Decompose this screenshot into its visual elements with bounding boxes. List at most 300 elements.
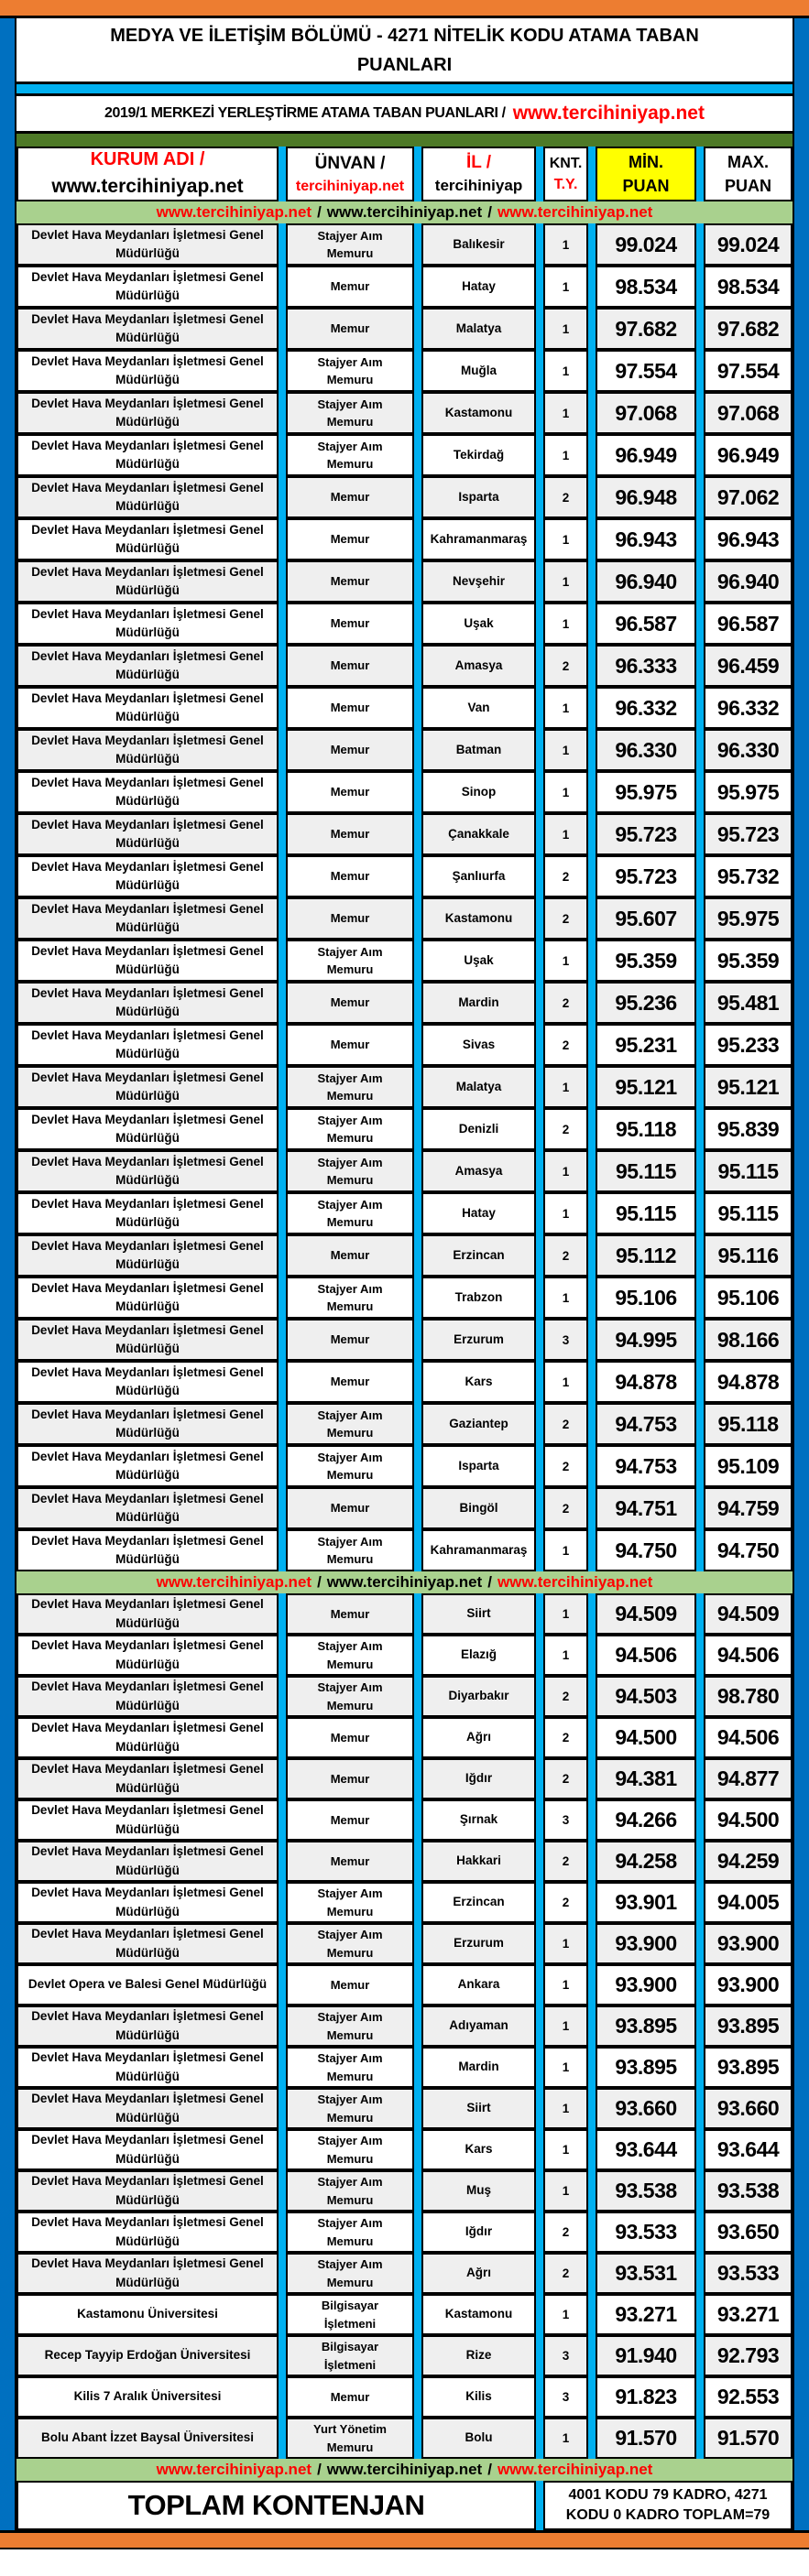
il-cell: Muğla <box>421 350 536 392</box>
unvan-cell: Memur <box>286 308 414 350</box>
il-cell: Bingöl <box>421 1487 536 1529</box>
min-puan-cell: 94.753 <box>596 1403 696 1445</box>
min-puan-cell: 95.112 <box>596 1234 696 1277</box>
unvan-cell: Memur <box>286 1361 414 1403</box>
il-cell: Hatay <box>421 266 536 308</box>
table-row <box>16 2335 793 2376</box>
site-link[interactable]: www.tercihiniyap.net <box>326 203 483 221</box>
min-puan-cell: 94.500 <box>596 1717 696 1758</box>
min-puan-cell: 94.750 <box>596 1529 696 1571</box>
table-row <box>16 897 793 940</box>
table-row <box>16 1066 793 1108</box>
kurum-cell: Devlet Hava Meydanları İşletmesi Genel Müdürlüğü <box>16 1635 279 1676</box>
min-puan-cell: 99.024 <box>596 223 696 266</box>
table-row <box>16 771 793 813</box>
unvan-cell: Stajyer Aım Memuru <box>286 434 414 476</box>
knt-cell: 1 <box>543 2047 588 2088</box>
kurum-cell: Devlet Hava Meydanları İşletmesi Genel Müdürlüğü <box>16 560 279 603</box>
knt-cell: 1 <box>543 2088 588 2129</box>
site-link[interactable]: www.tercihiniyap.net <box>497 203 653 221</box>
il-cell: Kastamonu <box>421 897 536 940</box>
kurum-cell: Devlet Hava Meydanları İşletmesi Genel Müdürlüğü <box>16 1403 279 1445</box>
knt-cell: 1 <box>543 560 588 603</box>
table-row <box>16 1758 793 1799</box>
table-row <box>16 1676 793 1717</box>
unvan-cell: Memur <box>286 266 414 308</box>
unvan-cell: Memur <box>286 2376 414 2418</box>
separator: / <box>487 1573 492 1591</box>
table-row <box>16 266 793 308</box>
score-table-bottom <box>16 1593 793 2459</box>
il-cell: Malatya <box>421 308 536 350</box>
column-header-kurum: KURUM ADI / www.tercihiniyap.net <box>16 147 279 201</box>
min-puan-cell: 91.823 <box>596 2376 696 2418</box>
kurum-cell: Devlet Hava Meydanları İşletmesi Genel Müdürlüğü <box>16 1150 279 1192</box>
min-puan-cell: 94.258 <box>596 1841 696 1882</box>
total-summary <box>543 2481 793 2530</box>
il-cell: Uşak <box>421 940 536 982</box>
max-puan-cell: 95.732 <box>704 855 793 897</box>
knt-cell: 1 <box>543 2418 588 2459</box>
site-link[interactable]: www.tercihiniyap.net <box>156 2461 312 2478</box>
il-cell: Mardin <box>421 982 536 1024</box>
cyan-divider <box>16 84 793 96</box>
kurum-cell: Devlet Hava Meydanları İşletmesi Genel Müdürlüğü <box>16 1066 279 1108</box>
subtitle <box>16 96 793 134</box>
table-row <box>16 560 793 603</box>
knt-cell: 3 <box>543 1799 588 1841</box>
table-row <box>16 1882 793 1923</box>
il-cell: Tekirdağ <box>421 434 536 476</box>
table-row <box>16 603 793 645</box>
kurum-cell: Devlet Hava Meydanları İşletmesi Genel Müdürlüğü <box>16 434 279 476</box>
kurum-cell: Devlet Hava Meydanları İşletmesi Genel Müdürlüğü <box>16 729 279 771</box>
unvan-cell: Memur <box>286 1758 414 1799</box>
max-puan-cell: 97.062 <box>704 476 793 518</box>
knt-cell: 2 <box>543 476 588 518</box>
min-puan-cell: 98.534 <box>596 266 696 308</box>
unvan-cell: Stajyer Aım Memuru <box>286 2170 414 2212</box>
il-cell: Siirt <box>421 1593 536 1635</box>
max-puan-cell: 93.538 <box>704 2170 793 2212</box>
il-cell: Sinop <box>421 771 536 813</box>
table-row <box>16 1319 793 1361</box>
knt-cell: 1 <box>543 940 588 982</box>
max-puan-cell: 98.780 <box>704 1676 793 1717</box>
table-row <box>16 476 793 518</box>
il-cell: Nevşehir <box>421 560 536 603</box>
kurum-cell: Devlet Hava Meydanları İşletmesi Genel Müdürlüğü <box>16 1192 279 1234</box>
knt-cell: 1 <box>543 1192 588 1234</box>
min-puan-cell: 96.333 <box>596 645 696 687</box>
total-row <box>16 2481 793 2530</box>
knt-cell: 2 <box>543 645 588 687</box>
il-cell: Kastamonu <box>421 392 536 434</box>
kurum-cell: Devlet Hava Meydanları İşletmesi Genel Müdürlüğü <box>16 2088 279 2129</box>
unvan-cell: Memur <box>286 855 414 897</box>
table-row <box>16 2129 793 2170</box>
unvan-cell: Memur <box>286 1964 414 2005</box>
min-puan-cell: 91.570 <box>596 2418 696 2459</box>
kurum-cell: Devlet Hava Meydanları İşletmesi Genel Müdürlüğü <box>16 2253 279 2294</box>
unvan-cell: Stajyer Aım Memuru <box>286 1676 414 1717</box>
kurum-cell: Devlet Hava Meydanları İşletmesi Genel Müdürlüğü <box>16 645 279 687</box>
max-puan-cell: 95.109 <box>704 1445 793 1487</box>
il-cell: Kilis <box>421 2376 536 2418</box>
unvan-cell: Memur <box>286 518 414 560</box>
min-puan-cell: 95.723 <box>596 813 696 855</box>
max-puan-cell: 95.839 <box>704 1108 793 1150</box>
min-puan-cell: 95.231 <box>596 1024 696 1066</box>
subtitle-text: 2019/1 MERKEZİ YERLEŞTİRME ATAMA TABAN PUANLARI / <box>104 105 506 121</box>
il-cell: Erzincan <box>421 1234 536 1277</box>
min-puan-cell: 96.330 <box>596 729 696 771</box>
unvan-cell: Memur <box>286 1024 414 1066</box>
unvan-cell: Memur <box>286 603 414 645</box>
knt-cell: 1 <box>543 771 588 813</box>
min-puan-cell: 93.271 <box>596 2294 696 2335</box>
unvan-cell: Stajyer Aım Memuru <box>286 1445 414 1487</box>
knt-cell: 1 <box>543 2170 588 2212</box>
max-puan-cell: 95.481 <box>704 982 793 1024</box>
table-row <box>16 2047 793 2088</box>
table-row <box>16 1150 793 1192</box>
min-puan-cell: 93.895 <box>596 2005 696 2047</box>
table-row <box>16 1841 793 1882</box>
min-puan-cell: 95.236 <box>596 982 696 1024</box>
kurum-cell: Recep Tayyip Erdoğan Üniversitesi <box>16 2335 279 2376</box>
knt-cell: 1 <box>543 2294 588 2335</box>
kurum-cell: Devlet Hava Meydanları İşletmesi Genel Müdürlüğü <box>16 603 279 645</box>
bottom-orange-bar <box>0 2530 809 2549</box>
kurum-cell: Devlet Hava Meydanları İşletmesi Genel Müdürlüğü <box>16 2212 279 2253</box>
max-puan-cell: 91.570 <box>704 2418 793 2459</box>
il-cell: Erzurum <box>421 1923 536 1964</box>
max-puan-cell: 96.330 <box>704 729 793 771</box>
table-row <box>16 308 793 350</box>
knt-cell: 1 <box>543 687 588 729</box>
kurum-cell: Devlet Hava Meydanları İşletmesi Genel Müdürlüğü <box>16 982 279 1024</box>
column-header-min-puan: MİN. PUAN <box>596 147 696 201</box>
unvan-cell: Stajyer Aım Memuru <box>286 1529 414 1571</box>
knt-cell: 2 <box>543 855 588 897</box>
unvan-cell: Stajyer Aım Memuru <box>286 1923 414 1964</box>
knt-cell: 1 <box>543 1964 588 2005</box>
knt-cell: 1 <box>543 392 588 434</box>
unvan-cell: Stajyer Aım Memuru <box>286 2005 414 2047</box>
unvan-cell: Memur <box>286 1717 414 1758</box>
kurum-cell: Devlet Hava Meydanları İşletmesi Genel Müdürlüğü <box>16 392 279 434</box>
kurum-cell: Devlet Hava Meydanları İşletmesi Genel Müdürlüğü <box>16 518 279 560</box>
knt-cell: 2 <box>543 1234 588 1277</box>
knt-cell: 3 <box>543 2335 588 2376</box>
knt-cell: 1 <box>543 729 588 771</box>
il-cell: Trabzon <box>421 1277 536 1319</box>
unvan-cell: Memur <box>286 1841 414 1882</box>
site-link[interactable]: www.tercihiniyap.net <box>326 1573 483 1591</box>
knt-cell: 2 <box>543 897 588 940</box>
knt-cell: 2 <box>543 1676 588 1717</box>
separator: / <box>487 203 492 221</box>
kurum-cell: Devlet Hava Meydanları İşletmesi Genel Müdürlüğü <box>16 1319 279 1361</box>
knt-cell: 1 <box>543 1150 588 1192</box>
min-puan-cell: 95.115 <box>596 1192 696 1234</box>
min-puan-cell: 95.607 <box>596 897 696 940</box>
knt-cell: 2 <box>543 1717 588 1758</box>
min-puan-cell: 95.115 <box>596 1150 696 1192</box>
knt-cell: 2 <box>543 2253 588 2294</box>
max-puan-cell: 96.943 <box>704 518 793 560</box>
kurum-cell: Devlet Hava Meydanları İşletmesi Genel Müdürlüğü <box>16 1758 279 1799</box>
knt-cell: 2 <box>543 1841 588 1882</box>
knt-cell: 3 <box>543 1319 588 1361</box>
kurum-cell: Devlet Hava Meydanları İşletmesi Genel Müdürlüğü <box>16 1234 279 1277</box>
knt-cell: 1 <box>543 2005 588 2047</box>
max-puan-cell: 95.975 <box>704 897 793 940</box>
kurum-cell: Devlet Hava Meydanları İşletmesi Genel Müdürlüğü <box>16 897 279 940</box>
knt-cell: 1 <box>543 518 588 560</box>
il-cell: Iğdır <box>421 2212 536 2253</box>
max-puan-cell: 92.553 <box>704 2376 793 2418</box>
table-row <box>16 729 793 771</box>
min-puan-cell: 96.948 <box>596 476 696 518</box>
table-row <box>16 518 793 560</box>
knt-cell: 3 <box>543 2376 588 2418</box>
max-puan-cell: 97.554 <box>704 350 793 392</box>
table-row <box>16 813 793 855</box>
unvan-cell: Stajyer Aım Memuru <box>286 1277 414 1319</box>
knt-cell: 2 <box>543 1403 588 1445</box>
max-puan-cell: 96.459 <box>704 645 793 687</box>
il-cell: Bolu <box>421 2418 536 2459</box>
il-cell: Ankara <box>421 1964 536 2005</box>
unvan-cell: Stajyer Aım Memuru <box>286 1882 414 1923</box>
kurum-cell: Bolu Abant İzzet Baysal Üniversitesi <box>16 2418 279 2459</box>
il-cell: Denizli <box>421 1108 536 1150</box>
il-cell: Diyarbakır <box>421 1676 536 1717</box>
url-banner-top <box>16 201 793 223</box>
max-puan-cell: 95.233 <box>704 1024 793 1066</box>
il-cell: Van <box>421 687 536 729</box>
max-puan-cell: 93.271 <box>704 2294 793 2335</box>
il-cell: Siirt <box>421 2088 536 2129</box>
unvan-cell: Yurt Yönetim Memuru <box>286 2418 414 2459</box>
table-row <box>16 392 793 434</box>
table-row <box>16 1487 793 1529</box>
min-puan-cell: 94.381 <box>596 1758 696 1799</box>
unvan-cell: Memur <box>286 771 414 813</box>
knt-cell: 1 <box>543 603 588 645</box>
header-row <box>16 147 793 201</box>
il-cell: Hakkari <box>421 1841 536 1882</box>
table-row <box>16 2253 793 2294</box>
column-header-unvan: ÜNVAN / tercihiniyap.net <box>286 147 414 201</box>
min-puan-cell: 95.118 <box>596 1108 696 1150</box>
score-table-top <box>16 223 793 1571</box>
site-link[interactable]: www.tercihiniyap.net <box>326 2461 483 2478</box>
max-puan-cell: 93.900 <box>704 1923 793 1964</box>
page-title-line1: MEDYA VE İLETİŞİM BÖLÜMÜ - 4271 NİTELİK KODU ATAMA TABAN <box>110 25 699 46</box>
max-puan-cell: 93.895 <box>704 2005 793 2047</box>
table-row <box>16 223 793 266</box>
table-row <box>16 687 793 729</box>
min-puan-cell: 94.509 <box>596 1593 696 1635</box>
kurum-cell: Devlet Hava Meydanları İşletmesi Genel Müdürlüğü <box>16 1024 279 1066</box>
min-puan-cell: 93.538 <box>596 2170 696 2212</box>
max-puan-cell: 97.682 <box>704 308 793 350</box>
table-row <box>16 2088 793 2129</box>
table-row <box>16 1277 793 1319</box>
min-puan-cell: 97.068 <box>596 392 696 434</box>
min-puan-cell: 95.723 <box>596 855 696 897</box>
table-row <box>16 1964 793 2005</box>
kurum-cell: Devlet Hava Meydanları İşletmesi Genel Müdürlüğü <box>16 940 279 982</box>
il-cell: Ağrı <box>421 1717 536 1758</box>
knt-cell: 1 <box>543 1593 588 1635</box>
unvan-cell: Memur <box>286 687 414 729</box>
table-row <box>16 2376 793 2418</box>
table-row <box>16 434 793 476</box>
min-puan-cell: 93.644 <box>596 2129 696 2170</box>
max-puan-cell: 95.118 <box>704 1403 793 1445</box>
max-puan-cell: 95.115 <box>704 1192 793 1234</box>
total-summary-line2: KODU 0 KADRO TOPLAM=79 <box>565 2507 771 2523</box>
il-cell: Iğdır <box>421 1758 536 1799</box>
table-row <box>16 2005 793 2047</box>
kurum-cell: Devlet Hava Meydanları İşletmesi Genel Müdürlüğü <box>16 350 279 392</box>
min-puan-cell: 95.121 <box>596 1066 696 1108</box>
separator: / <box>317 1573 322 1591</box>
min-puan-cell: 93.660 <box>596 2088 696 2129</box>
max-puan-cell: 93.650 <box>704 2212 793 2253</box>
il-cell: Malatya <box>421 1066 536 1108</box>
il-cell: Uşak <box>421 603 536 645</box>
max-puan-cell: 93.644 <box>704 2129 793 2170</box>
table-row <box>16 1403 793 1445</box>
table-row <box>16 2418 793 2459</box>
min-puan-cell: 94.503 <box>596 1676 696 1717</box>
kurum-cell: Devlet Hava Meydanları İşletmesi Genel Müdürlüğü <box>16 771 279 813</box>
table-row <box>16 2212 793 2253</box>
il-cell: Şanlıurfa <box>421 855 536 897</box>
il-cell: Sivas <box>421 1024 536 1066</box>
knt-cell: 1 <box>543 1277 588 1319</box>
min-puan-cell: 93.533 <box>596 2212 696 2253</box>
kurum-cell: Kilis 7 Aralık Üniversitesi <box>16 2376 279 2418</box>
max-puan-cell: 95.121 <box>704 1066 793 1108</box>
unvan-cell: Stajyer Aım Memuru <box>286 1150 414 1192</box>
site-link[interactable]: www.tercihiniyap.net <box>497 2461 653 2478</box>
il-cell: Batman <box>421 729 536 771</box>
kurum-cell: Devlet Hava Meydanları İşletmesi Genel Müdürlüğü <box>16 223 279 266</box>
il-cell: Çanakkale <box>421 813 536 855</box>
unvan-cell: Memur <box>286 1487 414 1529</box>
kurum-cell: Devlet Hava Meydanları İşletmesi Genel Müdürlüğü <box>16 1361 279 1403</box>
table-row <box>16 1799 793 1841</box>
il-cell: Isparta <box>421 476 536 518</box>
max-puan-cell: 95.106 <box>704 1277 793 1319</box>
table-row <box>16 1635 793 1676</box>
min-puan-cell: 94.751 <box>596 1487 696 1529</box>
kurum-cell: Devlet Hava Meydanları İşletmesi Genel Müdürlüğü <box>16 1923 279 1964</box>
unvan-cell: Memur <box>286 729 414 771</box>
il-cell: Balıkesir <box>421 223 536 266</box>
min-puan-cell: 94.506 <box>596 1635 696 1676</box>
unvan-cell: Stajyer Aım Memuru <box>286 1403 414 1445</box>
subtitle-link[interactable]: www.tercihiniyap.net <box>512 103 705 124</box>
min-puan-cell: 93.900 <box>596 1923 696 1964</box>
knt-cell: 1 <box>543 1361 588 1403</box>
kurum-cell: Devlet Hava Meydanları İşletmesi Genel Müdürlüğü <box>16 1841 279 1882</box>
knt-cell: 2 <box>543 1445 588 1487</box>
knt-cell: 2 <box>543 1024 588 1066</box>
unvan-cell: Bilgisayar İşletmeni <box>286 2294 414 2335</box>
max-puan-cell: 95.723 <box>704 813 793 855</box>
kurum-cell: Devlet Hava Meydanları İşletmesi Genel Müdürlüğü <box>16 1882 279 1923</box>
kurum-cell: Devlet Hava Meydanları İşletmesi Genel Müdürlüğü <box>16 266 279 308</box>
kurum-cell: Devlet Hava Meydanları İşletmesi Genel Müdürlüğü <box>16 2129 279 2170</box>
knt-cell: 1 <box>543 308 588 350</box>
knt-cell: 2 <box>543 2212 588 2253</box>
site-link[interactable]: www.tercihiniyap.net <box>497 1573 653 1591</box>
il-cell: Kars <box>421 1361 536 1403</box>
max-puan-cell: 97.068 <box>704 392 793 434</box>
table-row <box>16 1192 793 1234</box>
total-label: TOPLAM KONTENJAN <box>16 2481 536 2530</box>
max-puan-cell: 93.533 <box>704 2253 793 2294</box>
total-summary-line1: 4001 KODU 79 KADRO, 4271 <box>568 2486 768 2503</box>
separator: / <box>487 2461 492 2478</box>
table-row <box>16 1024 793 1066</box>
min-puan-cell: 96.587 <box>596 603 696 645</box>
unvan-cell: Stajyer Aım Memuru <box>286 2088 414 2129</box>
max-puan-cell: 94.750 <box>704 1529 793 1571</box>
min-puan-cell: 97.554 <box>596 350 696 392</box>
unvan-cell: Memur <box>286 1799 414 1841</box>
page-frame <box>0 18 809 2530</box>
unvan-cell: Memur <box>286 982 414 1024</box>
kurum-cell: Devlet Hava Meydanları İşletmesi Genel Müdürlüğü <box>16 1487 279 1529</box>
max-puan-cell: 95.975 <box>704 771 793 813</box>
il-cell: Hatay <box>421 1192 536 1234</box>
kurum-cell: Devlet Hava Meydanları İşletmesi Genel Müdürlüğü <box>16 1529 279 1571</box>
unvan-cell: Bilgisayar İşletmeni <box>286 2335 414 2376</box>
site-link[interactable]: www.tercihiniyap.net <box>156 203 312 221</box>
table-row <box>16 1923 793 1964</box>
table-row <box>16 1529 793 1571</box>
min-puan-cell: 93.531 <box>596 2253 696 2294</box>
min-puan-cell: 95.106 <box>596 1277 696 1319</box>
il-cell: Erzincan <box>421 1882 536 1923</box>
max-puan-cell: 96.332 <box>704 687 793 729</box>
min-puan-cell: 96.943 <box>596 518 696 560</box>
table-row <box>16 2170 793 2212</box>
kurum-cell: Devlet Hava Meydanları İşletmesi Genel Müdürlüğü <box>16 1799 279 1841</box>
page-title-line2: PUANLARI <box>356 54 453 75</box>
min-puan-cell: 93.895 <box>596 2047 696 2088</box>
knt-cell: 2 <box>543 1882 588 1923</box>
kurum-cell: Devlet Hava Meydanları İşletmesi Genel Müdürlüğü <box>16 2047 279 2088</box>
il-cell: Kahramanmaraş <box>421 518 536 560</box>
max-puan-cell: 92.793 <box>704 2335 793 2376</box>
max-puan-cell: 94.506 <box>704 1717 793 1758</box>
knt-cell: 1 <box>543 266 588 308</box>
knt-cell: 2 <box>543 982 588 1024</box>
table-row <box>16 645 793 687</box>
max-puan-cell: 98.534 <box>704 266 793 308</box>
site-link[interactable]: www.tercihiniyap.net <box>156 1573 312 1591</box>
unvan-cell: Memur <box>286 645 414 687</box>
